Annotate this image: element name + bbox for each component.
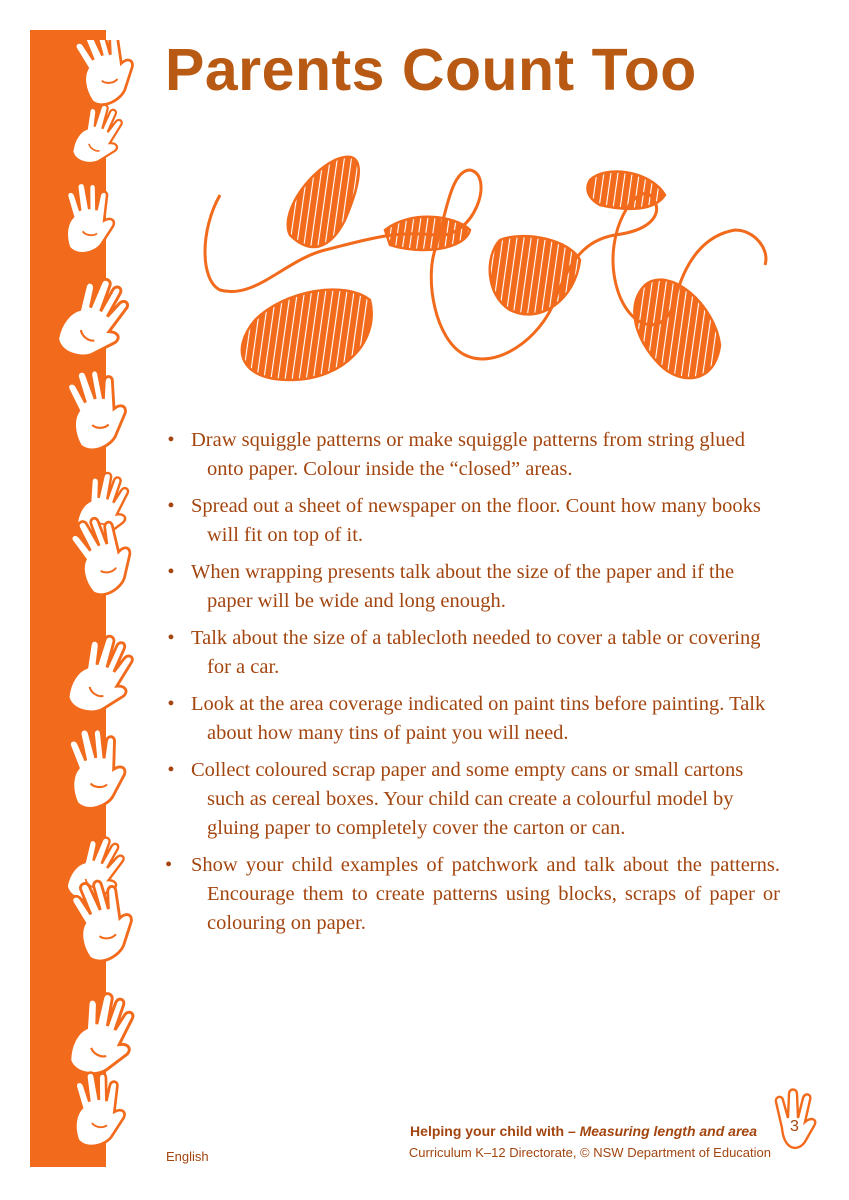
hand-print-icon [70,100,127,170]
hand-print-icon [58,722,132,813]
list-item [165,690,780,748]
list-item [165,426,780,484]
page-number: 3 [790,1118,799,1135]
activity-list [165,426,780,946]
list-item-text: Spread out a sheet of newspaper on the floor. Count how many books will fit on top of it. [191,495,761,546]
bullet-icon: • [167,759,175,781]
hand-print-icon [65,630,139,721]
list-item-text: Talk about the size of a tablecloth needed to cover a table or covering for a car. [191,627,761,678]
list-item-text: Look at the area coverage indicated on paint tins before painting. Talk about how many tins of paint you will need. [191,693,766,744]
hand-print-icon [58,178,118,255]
footer-language: English [166,1149,209,1164]
list-item-text: Show your child examples of patchwork and talk about the patterns. Encourage them to create patterns using blocks, scraps of paper or colouring on paper. [191,854,780,934]
squiggle-drawing [195,140,785,410]
list-item [165,492,780,550]
bullet-icon: • [165,854,173,876]
bullet-icon: • [167,561,175,583]
hand-print-icon [66,1068,129,1149]
footer-series-title [410,1123,757,1139]
bullet-icon: • [167,495,175,517]
hand-print-icon [54,270,136,367]
bullet-icon: • [167,693,175,715]
list-item [165,624,780,682]
page-title: Parents Count Too [165,37,697,103]
list-item-text: Draw squiggle patterns or make squiggle patterns from string glued onto paper. Colour inside the “closed” areas. [191,429,745,480]
hand-prints-border [40,40,165,1160]
hand-print-icon [67,989,138,1080]
footer-prefix: Helping your child with [410,1123,565,1139]
bullet-icon: • [167,429,175,451]
list-item-text: Collect coloured scrap paper and some empty cans or small cartons such as cereal boxes. Your child can create a colourful model by gluing paper to completely cover the carton or can. [191,759,744,839]
list-item-text: When wrapping presents talk about the size of the paper and if the paper will be wide and long enough. [191,561,735,612]
bullet-icon: • [167,627,175,649]
hand-print-icon [56,362,135,455]
footer-credit: Curriculum K–12 Directorate, © NSW Department of Education [408,1145,771,1160]
list-item [165,558,780,616]
footer-series: – Measuring length and area [567,1123,757,1139]
list-item [165,756,780,843]
hand-print-icon [63,40,143,110]
list-item [165,851,780,938]
